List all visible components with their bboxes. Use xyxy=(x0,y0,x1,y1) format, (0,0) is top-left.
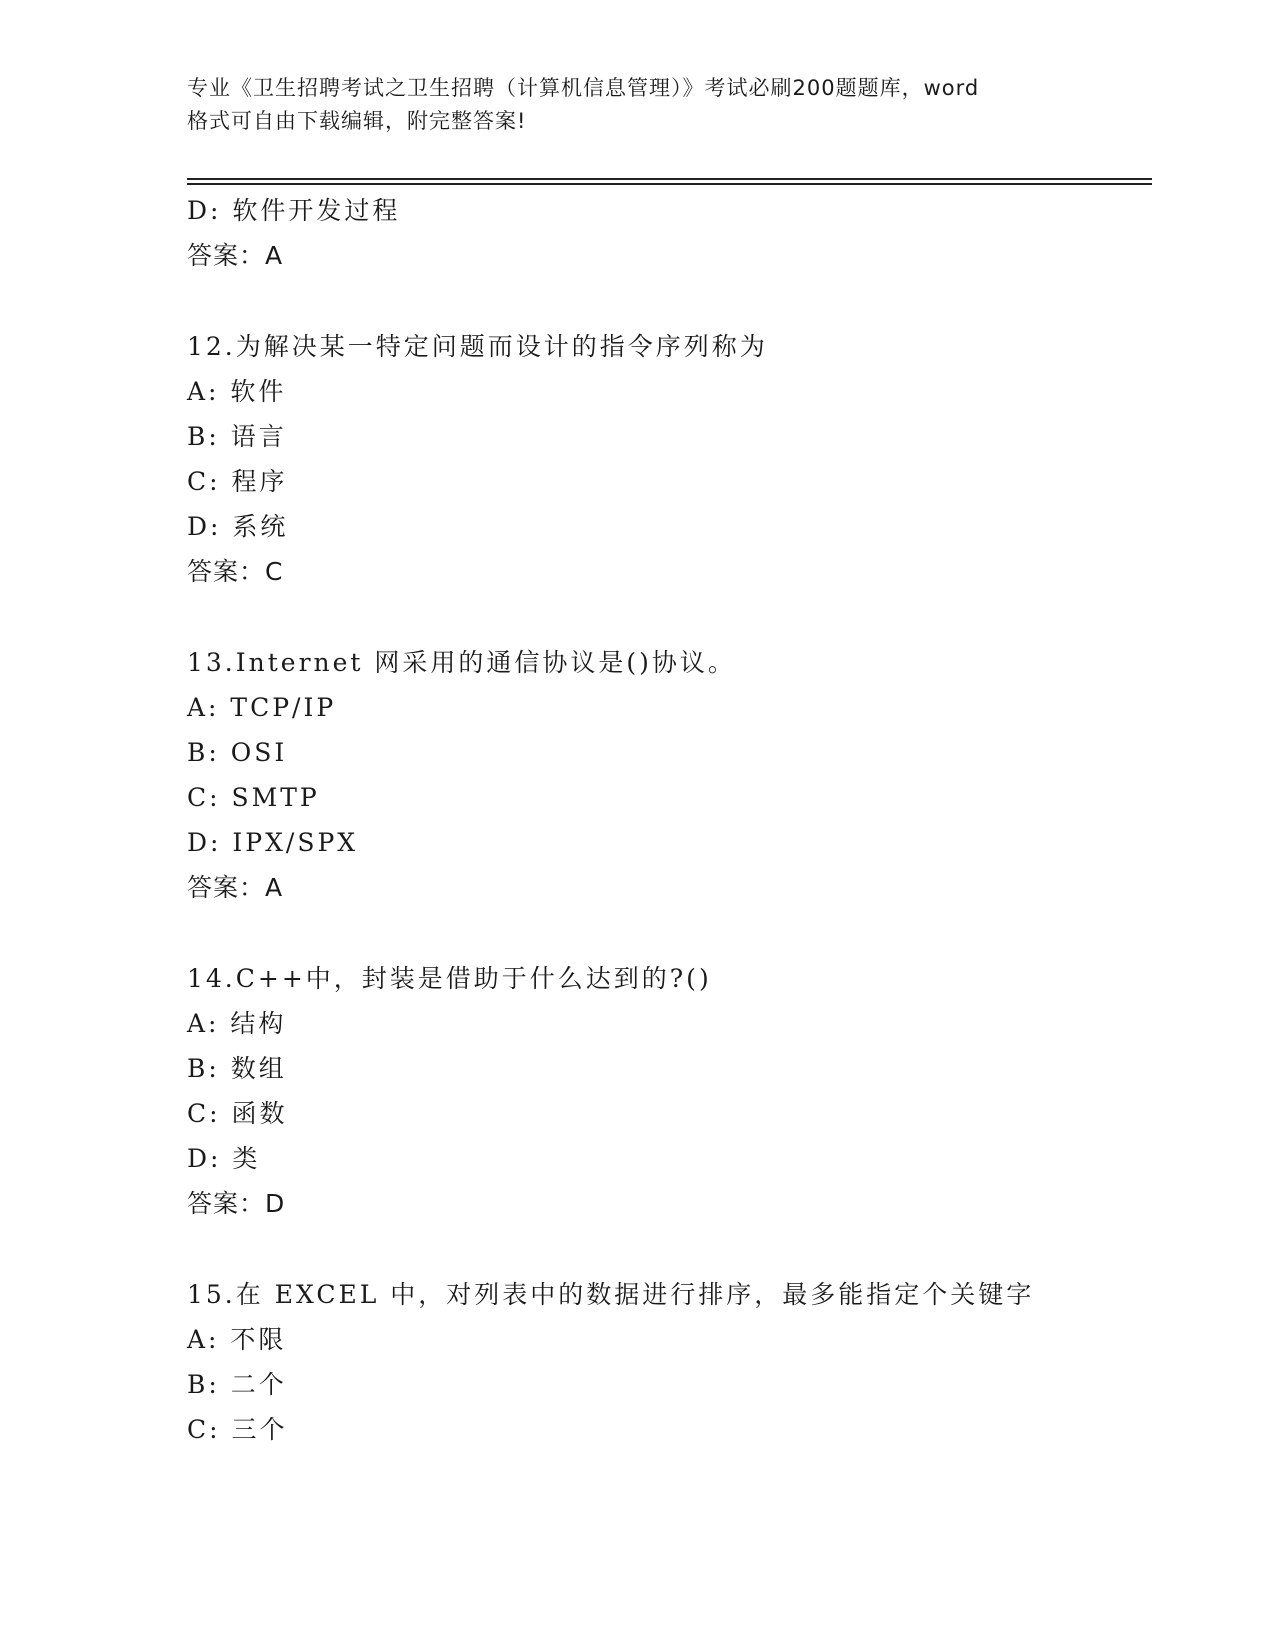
question-15 xyxy=(187,1272,1147,1452)
option-d: D: 类 xyxy=(187,1144,261,1173)
question-14 xyxy=(187,956,1147,1226)
answer-line: 答案：C xyxy=(187,557,284,586)
previous-question-tail xyxy=(187,188,1147,278)
spacer xyxy=(187,910,1147,956)
question-stem: 14.C++中，封装是借助于什么达到的?() xyxy=(187,964,712,993)
document-header xyxy=(187,72,1087,138)
question-13 xyxy=(187,640,1147,910)
header-divider-top xyxy=(187,178,1152,180)
spacer xyxy=(187,1226,1147,1272)
spacer xyxy=(187,278,1147,324)
header-divider-bottom xyxy=(187,183,1152,185)
question-stem: 13.Internet 网采用的通信协议是()协议。 xyxy=(187,648,736,677)
question-stem: 12.为解决某一特定问题而设计的指令序列称为 xyxy=(187,332,768,361)
option-b: B: 二个 xyxy=(187,1370,287,1399)
option-a: A: 结构 xyxy=(187,1009,287,1038)
spacer xyxy=(187,594,1147,640)
header-title-line-1: 专业《卫生招聘考试之卫生招聘（计算机信息管理）》考试必刷200题题库，word xyxy=(187,76,980,100)
option-c: C: 程序 xyxy=(187,467,288,496)
option-d: D: 软件开发过程 xyxy=(187,196,401,225)
option-c: C: 函数 xyxy=(187,1099,288,1128)
question-list xyxy=(187,188,1147,1452)
option-b: B: 语言 xyxy=(187,422,287,451)
option-d: D: 系统 xyxy=(187,512,289,541)
answer-line: 答案：A xyxy=(187,873,284,902)
answer-line: 答案：A xyxy=(187,241,284,270)
option-b: B: 数组 xyxy=(187,1054,287,1083)
option-d: D: IPX/SPX xyxy=(187,828,359,857)
option-c: C: 三个 xyxy=(187,1415,288,1444)
question-stem: 15.在 EXCEL 中，对列表中的数据进行排序，最多能指定个关键字 xyxy=(187,1280,1035,1309)
option-a: A: TCP/IP xyxy=(187,693,337,722)
answer-line: 答案：D xyxy=(187,1189,286,1218)
header-title-line-2: 格式可自由下载编辑，附完整答案! xyxy=(187,109,527,133)
option-b: B: OSI xyxy=(187,738,288,767)
question-12 xyxy=(187,324,1147,594)
option-a: A: 不限 xyxy=(187,1325,287,1354)
option-c: C: SMTP xyxy=(187,783,320,812)
option-a: A: 软件 xyxy=(187,377,287,406)
